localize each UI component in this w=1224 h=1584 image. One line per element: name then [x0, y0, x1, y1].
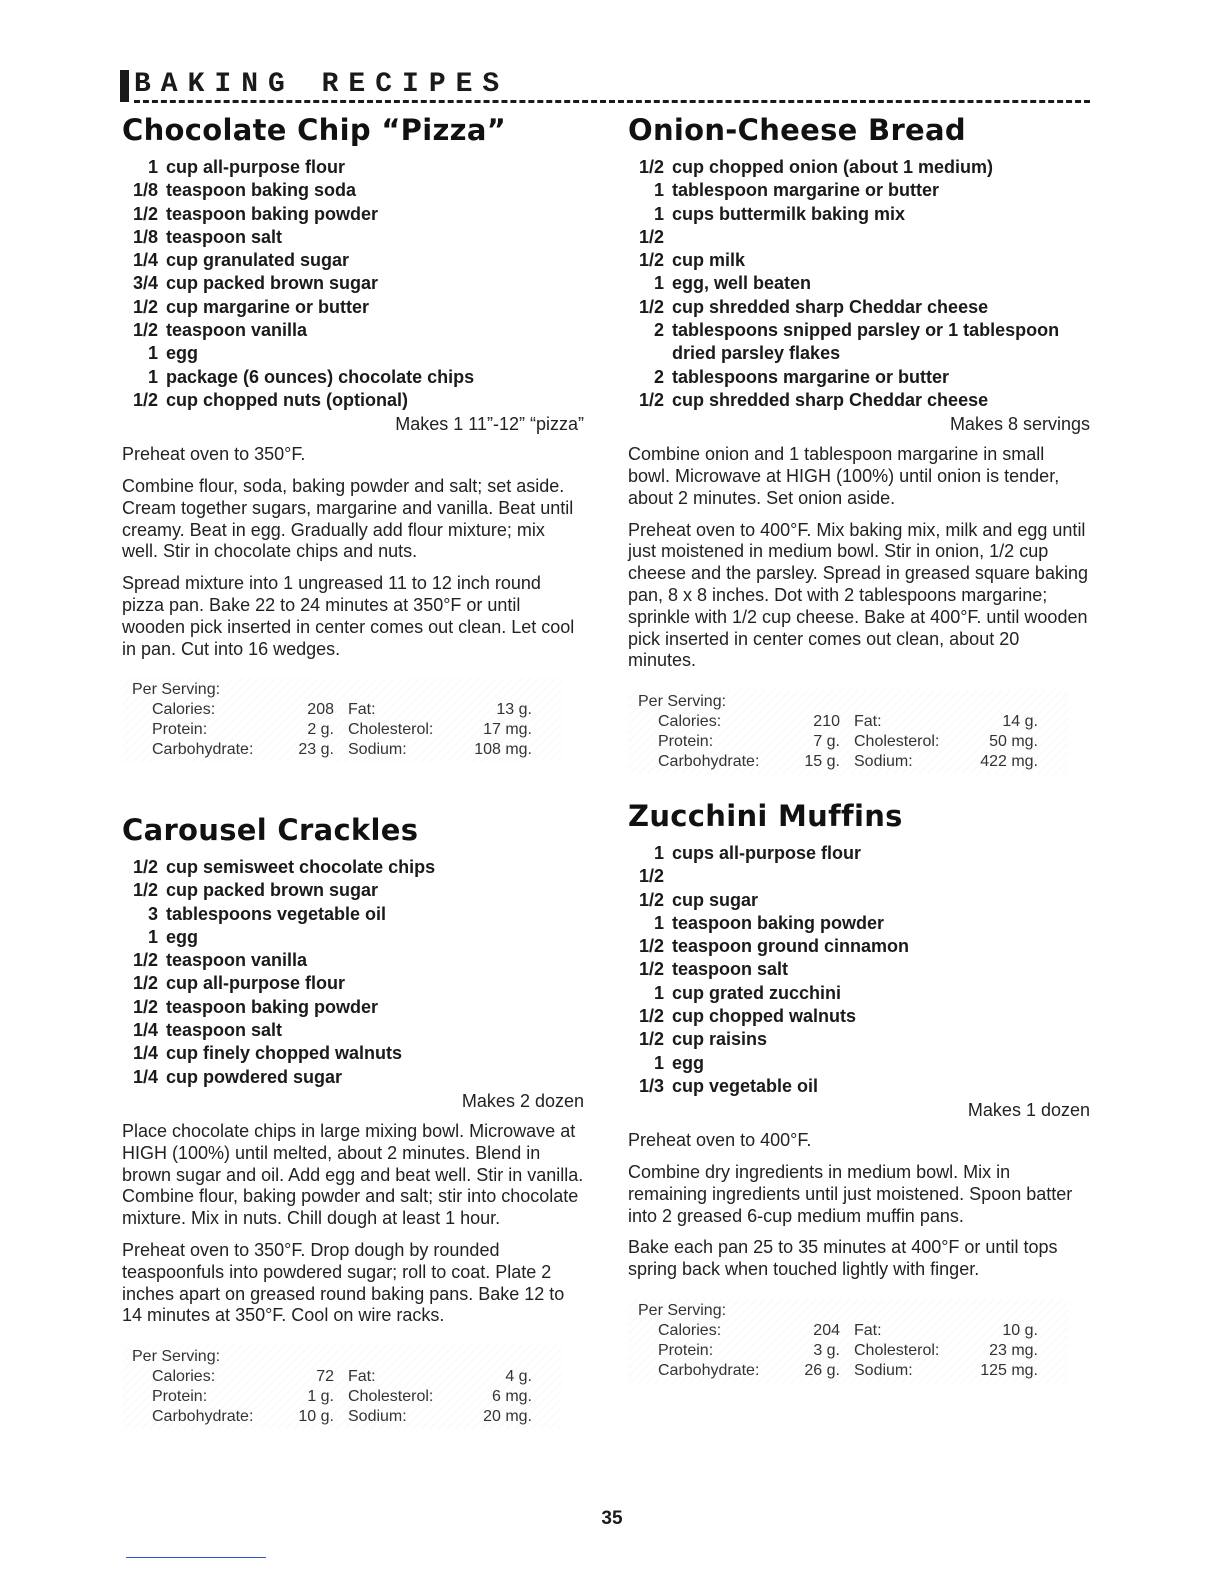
nutrition-value: 204 — [813, 1322, 840, 1340]
ingredient-desc: cup raisins — [672, 1029, 768, 1050]
nutrition-box — [122, 678, 562, 762]
ingredient-desc: cup chopped nuts (optional) — [166, 389, 408, 410]
ingredient-qty: 1/2 — [132, 996, 158, 1017]
page-number: 35 — [601, 1508, 623, 1529]
nutrition-row — [638, 1341, 1068, 1361]
nutrition-value: 1 g. — [307, 1388, 334, 1406]
direction-paragraph: Preheat oven to 400°F. — [628, 1130, 812, 1151]
ingredient-qty: 1/2 — [132, 973, 158, 994]
ingredient-qty: 1 1/2 — [638, 203, 664, 247]
ingredient-item — [122, 996, 584, 1019]
ingredient-qty: 1/2 — [132, 320, 158, 341]
nutrition-heading: Per Serving: — [638, 1302, 727, 1320]
nutrition-label: Calories: — [658, 1322, 722, 1340]
ingredient-item — [628, 889, 1090, 912]
direction-paragraph: Bake each pan 25 to 35 minutes at 400°F or until tops spring back when touched lightly with finger. — [628, 1237, 1058, 1280]
nutrition-value: 20 mg. — [483, 1408, 532, 1426]
ingredient-desc: cup shredded sharp Cheddar cheese — [672, 389, 989, 410]
nutrition-value: 23 g. — [298, 741, 334, 759]
nutrition-label: Protein: — [658, 733, 714, 751]
ingredient-desc: teaspoon vanilla — [166, 320, 308, 341]
ingredient-desc: cup all-purpose flour — [166, 973, 346, 994]
ingredient-item — [122, 272, 584, 295]
nutrition-value: 422 mg. — [980, 753, 1038, 771]
ingredient-qty: 1/4 — [132, 250, 158, 271]
nutrition-label: Cholesterol: — [854, 1342, 940, 1360]
ingredient-desc: cup powdered sugar — [166, 1066, 343, 1087]
ingredient-item — [122, 179, 584, 202]
ingredient-desc: cup grated zucchini — [672, 982, 842, 1003]
ingredient-desc: teaspoon baking soda — [166, 180, 357, 201]
section-title: BAKING RECIPES — [134, 69, 510, 100]
nutrition-value: 108 mg. — [474, 741, 532, 759]
ingredient-qty: 1 1/2 — [638, 843, 664, 887]
header-rule — [134, 100, 1090, 103]
ingredient-qty: 1/4 — [132, 1066, 158, 1087]
nutrition-label: Fat: — [854, 1322, 882, 1340]
nutrition-label: Cholesterol: — [854, 733, 940, 751]
ingredient-qty: 1/2 — [638, 1006, 664, 1027]
ingredient-desc: cup chopped onion (about 1 medium) — [672, 157, 993, 177]
ingredient-desc: teaspoon baking powder — [166, 203, 379, 224]
nutrition-row — [132, 1407, 562, 1427]
nutrition-label: Fat: — [348, 1368, 376, 1386]
ingredient-qty: 1/2 — [638, 157, 664, 177]
nutrition-box — [628, 1299, 1068, 1383]
nutrition-label: Carbohydrate: — [658, 1362, 760, 1380]
ingredient-qty: 1/8 — [132, 180, 158, 201]
direction-paragraph: Combine dry ingredients in medium bowl. Mix in remaining ingredients until just moistened. Spoon batter into 2 greased 6-cup medium muffin pans. — [628, 1162, 1073, 1226]
nutrition-value: 210 — [813, 713, 840, 731]
ingredient-qty: 1/2 — [132, 857, 158, 877]
nutrition-label: Calories: — [658, 713, 722, 731]
ingredient-qty: 1 — [653, 912, 664, 933]
ingredient-item — [122, 856, 584, 879]
nutrition-value: 26 g. — [804, 1362, 840, 1380]
ingredient-item — [628, 935, 1090, 958]
footer-rule — [126, 1557, 266, 1558]
ingredient-desc: cup semisweet chocolate chips — [166, 857, 436, 877]
ingredient-qty: 1/2 — [132, 880, 158, 901]
recipe-zucchini-muffins — [628, 798, 1090, 1383]
ingredient-list — [628, 842, 1090, 1098]
nutrition-label: Sodium: — [854, 1362, 913, 1380]
ingredient-desc: cup granulated sugar — [166, 250, 350, 271]
ingredient-item — [628, 1052, 1090, 1075]
direction-paragraph: Preheat oven to 350°F. Drop dough by rounded teaspoonfuls into powdered sugar; roll to coat. Plate 2 inches apart on greased round baking pans. Bake 12 to 14 minutes at 350°F. Cool on wire racks. — [122, 1239, 565, 1326]
ingredient-item — [628, 1028, 1090, 1051]
ingredient-desc: cup finely chopped walnuts — [166, 1043, 403, 1064]
ingredient-qty: 1/2 — [132, 296, 158, 317]
ingredient-list — [122, 156, 584, 412]
ingredient-desc: egg — [672, 1052, 705, 1073]
ingredient-desc: tablespoons margarine or butter — [672, 366, 950, 387]
ingredient-item — [122, 226, 584, 249]
nutrition-value: 72 — [316, 1368, 334, 1386]
ingredient-item — [628, 958, 1090, 981]
ingredient-item — [122, 1042, 584, 1065]
ingredient-desc: cup margarine or butter — [166, 296, 370, 317]
direction-paragraph: Preheat oven to 400°F. Mix baking mix, milk and egg until just moistened in medium bowl. Stir in onion, 1/2 cup cheese and the parsley. Spread in greased square baking pan, 8 x 8 inches. Dot with 2 tablespoons margarine; sprinkle with 1/2 cup cheese. Bake at 400°F. until wooden pick inserted in center comes out clean, about 20 minutes. — [628, 519, 1088, 671]
recipe-yield: Makes 1 dozen — [967, 1100, 1090, 1121]
nutrition-row — [132, 1367, 562, 1387]
nutrition-row — [638, 732, 1068, 752]
nutrition-value: 10 g. — [298, 1408, 334, 1426]
ingredient-qty: 1 — [653, 982, 664, 1003]
recipe-title: Chocolate Chip “Pizza” — [122, 113, 507, 147]
direction-paragraph: Place chocolate chips in large mixing bowl. Microwave at HIGH (100%) until melted, about 2 minutes. Blend in brown sugar and oil. Add egg and beat well. Stir in vanilla. Combine flour, baking powder and salt; stir into chocolate mixture. Mix in nuts. Chill dough at least 1 hour. — [122, 1120, 584, 1229]
ingredient-item — [122, 366, 584, 389]
ingredient-item — [628, 203, 1090, 250]
ingredient-desc: cups all-purpose flour — [672, 843, 862, 863]
ingredient-item — [122, 879, 584, 902]
recipe-yield: Makes 2 dozen — [461, 1090, 584, 1111]
ingredient-item — [122, 926, 584, 949]
ingredient-item — [628, 249, 1090, 272]
ingredient-desc: egg — [166, 926, 199, 947]
nutrition-row — [132, 700, 562, 720]
ingredient-item — [122, 949, 584, 972]
ingredient-item — [628, 296, 1090, 319]
ingredient-desc: teaspoon salt — [166, 226, 283, 247]
nutrition-label: Sodium: — [348, 1408, 407, 1426]
nutrition-label: Calories: — [152, 701, 216, 719]
ingredient-item — [122, 156, 584, 179]
recipe-title: Onion-Cheese Bread — [628, 113, 966, 147]
ingredient-desc: cup milk — [672, 250, 746, 271]
ingredient-qty: 1 — [147, 366, 158, 387]
ingredient-qty: 1 — [653, 1052, 664, 1073]
ingredient-item — [628, 319, 1090, 366]
ingredient-item — [122, 319, 584, 342]
nutrition-value: 10 g. — [1002, 1322, 1038, 1340]
nutrition-label: Protein: — [152, 1388, 208, 1406]
ingredient-qty: 1/2 — [638, 936, 664, 957]
ingredient-item — [628, 179, 1090, 202]
nutrition-label: Sodium: — [854, 753, 913, 771]
nutrition-heading: Per Serving: — [132, 681, 221, 699]
ingredient-desc: teaspoon salt — [166, 1020, 283, 1041]
nutrition-label: Carbohydrate: — [152, 741, 254, 759]
recipe-directions — [122, 444, 584, 660]
ingredient-desc: cups buttermilk baking mix — [672, 203, 906, 224]
ingredient-desc: cup sugar — [672, 889, 759, 910]
nutrition-row — [638, 752, 1068, 772]
ingredient-desc: tablespoons vegetable oil — [166, 903, 387, 924]
ingredient-item — [122, 972, 584, 995]
nutrition-value: 50 mg. — [989, 733, 1038, 751]
ingredient-desc: cup packed brown sugar — [166, 880, 379, 901]
ingredient-desc: teaspoon baking powder — [166, 996, 379, 1017]
nutrition-label: Protein: — [152, 721, 208, 739]
ingredient-qty: 1/2 — [132, 950, 158, 971]
ingredient-desc: egg, well beaten — [672, 273, 812, 294]
ingredient-desc: teaspoon salt — [672, 959, 789, 980]
nutrition-value: 2 g. — [307, 721, 334, 739]
nutrition-value: 14 g. — [1002, 713, 1038, 731]
ingredient-item — [628, 1005, 1090, 1028]
ingredient-qty: 1 — [653, 273, 664, 294]
nutrition-value: 17 mg. — [483, 721, 532, 739]
recipe-onion-cheese-bread — [628, 112, 1090, 774]
ingredient-desc: teaspoon ground cinnamon — [672, 936, 909, 957]
recipe-title: Carousel Crackles — [122, 813, 419, 847]
nutrition-row — [638, 1321, 1068, 1341]
ingredient-desc: package (6 ounces) chocolate chips — [166, 366, 475, 387]
ingredient-qty: 3/4 — [132, 273, 158, 294]
nutrition-label: Carbohydrate: — [658, 753, 760, 771]
nutrition-value: 125 mg. — [980, 1362, 1038, 1380]
ingredient-desc: cup shredded sharp Cheddar cheese — [672, 296, 989, 317]
nutrition-row — [132, 740, 562, 760]
recipe-chocolate-chip-pizza — [122, 112, 584, 762]
ingredient-list — [122, 856, 584, 1089]
ingredient-desc: cup packed brown sugar — [166, 273, 379, 294]
ingredient-qty: 1/2 — [638, 250, 664, 271]
nutrition-label: Cholesterol: — [348, 1388, 434, 1406]
ingredient-qty: 1/8 — [132, 226, 158, 247]
nutrition-value: 7 g. — [813, 733, 840, 751]
ingredient-qty: 1/3 — [638, 1075, 664, 1096]
nutrition-label: Calories: — [152, 1368, 216, 1386]
ingredient-item — [122, 296, 584, 319]
nutrition-label: Fat: — [348, 701, 376, 719]
recipe-title: Zucchini Muffins — [628, 799, 903, 833]
recipe-directions — [122, 1121, 584, 1327]
direction-paragraph: Spread mixture into 1 ungreased 11 to 12 inch round pizza pan. Bake 22 to 24 minutes at 350°F or until wooden pick inserted in center comes out clean. Let cool in pan. Cut into 16 wedges. — [122, 573, 575, 659]
ingredient-item — [122, 342, 584, 365]
nutrition-value: 208 — [307, 701, 334, 719]
recipe-directions — [628, 444, 1090, 672]
nutrition-box — [628, 690, 1068, 774]
recipe-carousel-crackles — [122, 812, 584, 1429]
nutrition-box — [122, 1345, 562, 1429]
ingredient-item — [628, 272, 1090, 295]
ingredient-desc: tablespoons snipped parsley or 1 tablespoon dried parsley flakes — [672, 320, 1060, 364]
recipe-yield: Makes 1 11”-12” “pizza” — [395, 414, 584, 435]
ingredient-qty: 1/2 — [132, 389, 158, 410]
ingredient-desc: cup vegetable oil — [672, 1075, 819, 1096]
ingredient-qty: 1/2 — [638, 959, 664, 980]
nutrition-label: Protein: — [658, 1342, 714, 1360]
ingredient-desc: tablespoon margarine or butter — [672, 180, 940, 201]
ingredient-qty: 1/2 — [638, 389, 664, 410]
ingredient-item — [628, 389, 1090, 412]
ingredient-qty: 1 — [147, 343, 158, 364]
nutrition-row — [638, 1361, 1068, 1381]
ingredient-qty: 1/2 — [132, 203, 158, 224]
nutrition-value: 4 g. — [505, 1368, 532, 1386]
ingredient-item — [122, 203, 584, 226]
nutrition-row — [132, 1387, 562, 1407]
ingredient-qty: 1/2 — [638, 889, 664, 910]
ingredient-item — [122, 249, 584, 272]
ingredient-item — [628, 366, 1090, 389]
ingredient-qty: 1/2 — [638, 296, 664, 317]
ingredient-desc: cup all-purpose flour — [166, 157, 346, 177]
ingredient-item — [122, 389, 584, 412]
ingredient-qty: 1 — [147, 157, 158, 177]
nutrition-label: Carbohydrate: — [152, 1408, 254, 1426]
nutrition-value: 6 mg. — [491, 1388, 532, 1406]
nutrition-value: 3 g. — [813, 1342, 840, 1360]
ingredient-desc: teaspoon vanilla — [166, 950, 308, 971]
nutrition-value: 15 g. — [804, 753, 840, 771]
nutrition-label: Cholesterol: — [348, 721, 434, 739]
direction-paragraph: Combine onion and 1 tablespoon margarine in small bowl. Microwave at HIGH (100%) until onion is tender, about 2 minutes. Set onion aside. — [628, 444, 1060, 508]
ingredient-desc: egg — [166, 343, 199, 364]
ingredient-item — [122, 1066, 584, 1089]
ingredient-qty: 2 — [653, 320, 664, 341]
ingredient-item — [628, 982, 1090, 1005]
ingredient-item — [628, 156, 1090, 179]
ingredient-qty: 1/4 — [132, 1043, 158, 1064]
nutrition-label: Fat: — [854, 713, 882, 731]
nutrition-row — [638, 712, 1068, 732]
direction-paragraph: Combine flour, soda, baking powder and salt; set aside. Cream together sugars, margarine and vanilla. Beat until creamy. Beat in egg. Gradually add flour mixture; mix well. Stir in chocolate chips and nuts. — [122, 476, 574, 562]
ingredient-item — [122, 1019, 584, 1042]
ingredient-qty: 1 — [653, 180, 664, 201]
nutrition-value: 23 mg. — [989, 1342, 1038, 1360]
ingredient-item — [628, 912, 1090, 935]
nutrition-heading: Per Serving: — [132, 1348, 221, 1366]
ingredient-desc: cup chopped walnuts — [672, 1006, 857, 1027]
direction-paragraph: Preheat oven to 350°F. — [122, 444, 306, 465]
nutrition-heading: Per Serving: — [638, 693, 727, 711]
header-bar — [120, 70, 129, 102]
ingredient-qty: 1/2 — [638, 1029, 664, 1050]
ingredient-desc: teaspoon baking powder — [672, 912, 885, 933]
ingredient-item — [628, 1075, 1090, 1098]
recipe-yield: Makes 8 servings — [949, 414, 1090, 435]
nutrition-value: 13 g. — [496, 701, 532, 719]
nutrition-row — [132, 720, 562, 740]
ingredient-qty: 2 — [653, 366, 664, 387]
ingredient-qty: 1/4 — [132, 1020, 158, 1041]
ingredient-item — [628, 842, 1090, 889]
nutrition-label: Sodium: — [348, 741, 407, 759]
ingredient-qty: 3 — [147, 903, 158, 924]
recipe-directions — [628, 1130, 1090, 1281]
section-header — [120, 64, 1090, 108]
ingredient-qty: 1 — [147, 926, 158, 947]
ingredient-list — [628, 156, 1090, 412]
ingredient-item — [122, 903, 584, 926]
